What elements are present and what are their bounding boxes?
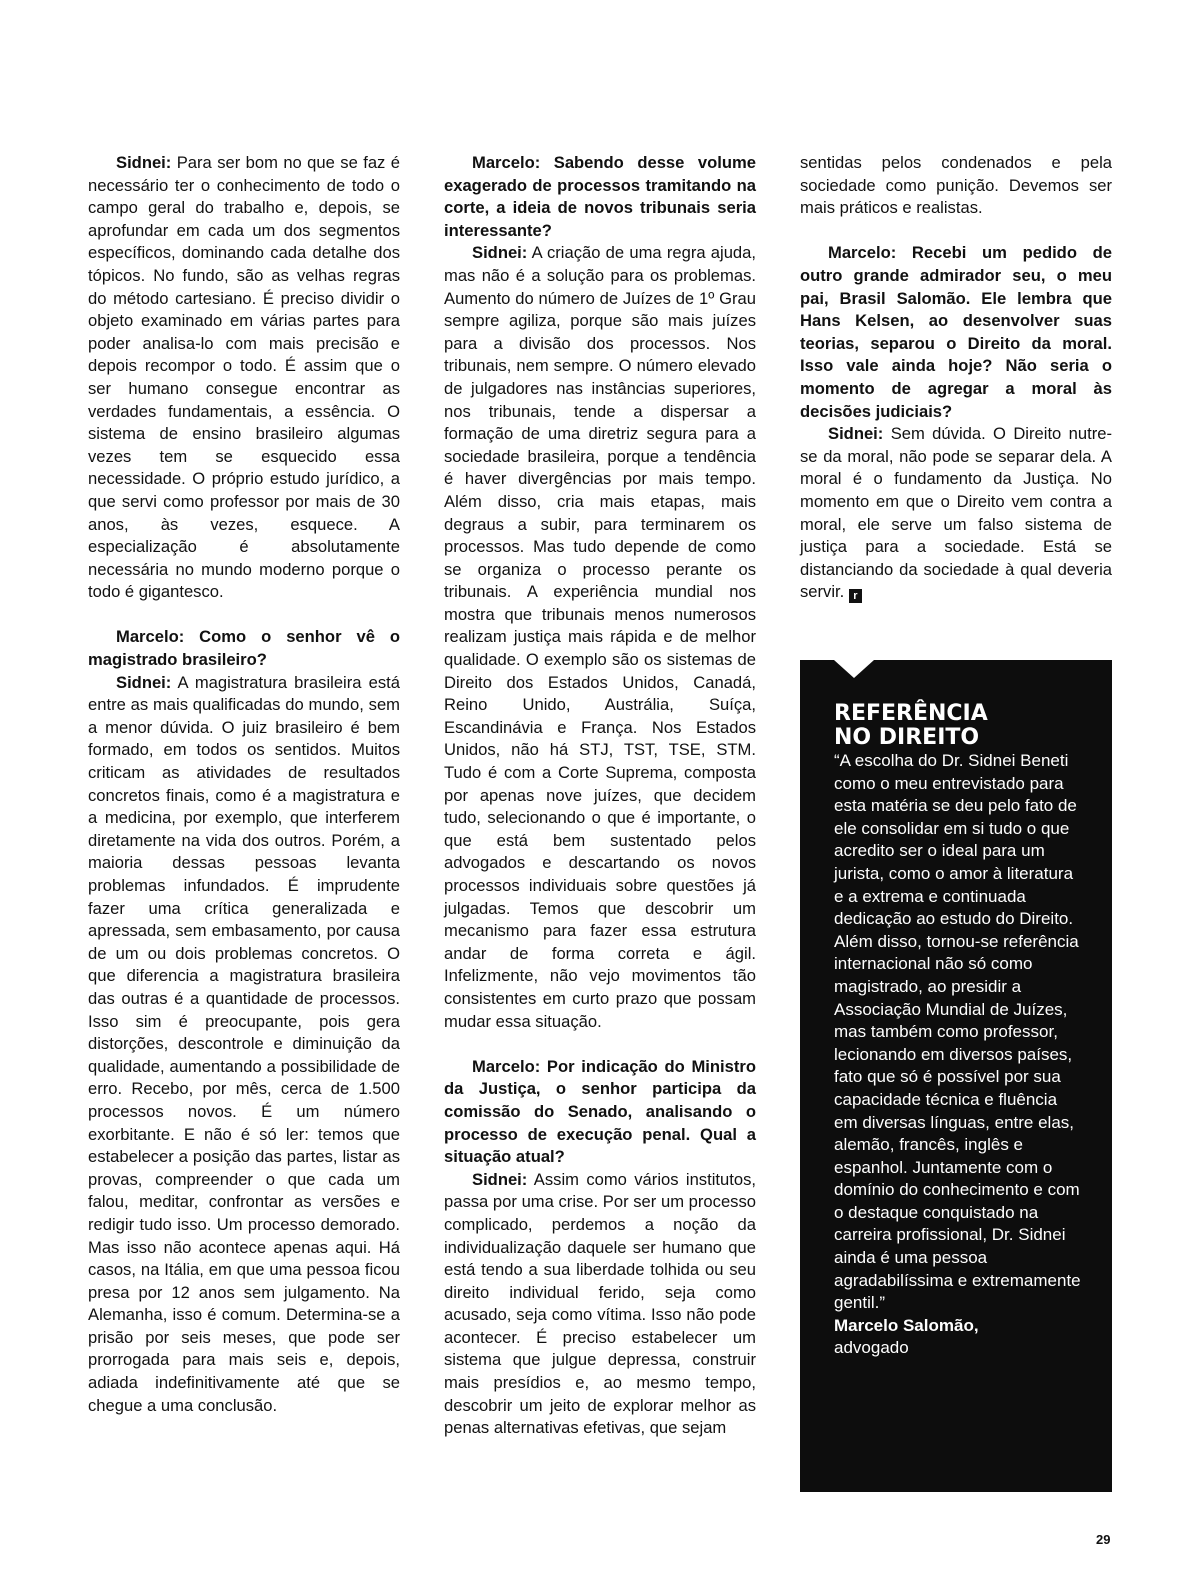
speaker-label: Sidnei: [116, 672, 172, 692]
answer-paragraph [88, 152, 400, 604]
answer-paragraph [444, 242, 756, 1033]
answer-paragraph [88, 672, 400, 1418]
notch-decoration [834, 660, 874, 678]
answer-paragraph [444, 1169, 756, 1440]
sidebar-quote: “A escolha do Dr. Sidnei Beneti como o meu entrevistado para esta matéria se deu pelo fato de ele consolidar em si tudo o que acredito ser o ideal para um jurista, como o amor à literatura e a extrema e continuada dedicação ao estudo do Direito. Além disso, tornou-se referência internacional não só como magistrado, ao presidir a Associação Mundial de Juízes, mas também como professor, lecionando em diversos países, fato que só é possível por sua capacidade técnica e fluência em diversas línguas, entre elas, alemão, francês, inglês e espanhol. Juntamente com o domínio do conhecimento e com o destaque conquistado na carreira profissional, Dr. Sidnei ainda é uma pessoa agradabilíssima e extremamente gentil.” [834, 751, 1081, 1313]
speaker-label: Sidnei: [472, 1169, 528, 1189]
text-column-1 [88, 152, 400, 1417]
text-column-2 [444, 152, 756, 1440]
speaker-label: Sidnei: [116, 153, 172, 172]
answer-paragraph [800, 423, 1112, 604]
answer-text: Sem dúvida. O Direito nutre-se da moral, não pode se separar dela. A moral é o fundamento da Justiça. No momento em que o Direito vem contra a moral, ele serve um falso sistema de justiça para a sociedade. Está se distanciando da sociedade à qual deveria servir. [800, 424, 1112, 602]
answer-text: Assim como vários institutos, passa por uma crise. Por ser um processo complicado, perdemos a noção da individualização daquele ser humano que está tendo a sua liberdade tolhida ou seu direito individual ferido, seja como acusado, seja como vítima. Isso não pode acontecer. É preciso estabelecer um sistema que julgue depressa, construir mais presídios e, ao mesmo tempo, descobrir um jeito de explorar melhor as penas alternativas efetivas, que sejam [444, 1169, 756, 1438]
answer-text: A criação de uma regra ajuda, mas não é a solução para os problemas. Aumento do número de Juízes de 1º Grau sempre agiliza, porque são mais juízes para a divisão dos processos. Nos tribunais, nem sempre. O número elevado de julgadores nas instâncias superiores, nos tribunais, tende a dispersar a formação de uma diretriz segura para a sociedade brasileira, porque a tendência é haver divergências por mais tempo. Além disso, cria mais etapas, mais degraus a subir, para terminarem os processos. Mas tudo depende de como se organiza o processo perante os tribunais. A experiência mundial nos mostra que tribunais menos numerosos realizam justiça mais rápida e de melhor qualidade. O exemplo são os sistemas de Direito dos Estados Unidos, Canadá, Reino Unido, Austrália, Suíça, Escandinávia e França. Nos Estados Unidos, não há STJ, TST, TSE, STM. Tudo é com a Corte Suprema, composta por apenas nove juízes, que decidem tudo, selecionando o que é importante, o que está bem sustentado pelos advogados e descartando os novos processos individuais sobre questões já julgadas. Temos que descobrir um mecanismo para fazer essa estrutura andar de forma correta e ágil. Infelizmente, não vejo movimentos tão consistentes em curto prazo que possam mudar essa situação. [444, 243, 756, 1031]
answer-text: Para ser bom no que se faz é necessário ter o conhecimento de todo o campo geral do trabalho e, depois, se aprofundar em cada um dos segmentos específicos, dominando cada detalhe dos tópicos. No fundo, são as velhas regras do método cartesiano. É preciso dividir o objeto examinado em várias partes para poder analisa-lo com mais precisão e depois recompor o todo. É assim que o ser humano consegue encontrar as verdades fundamentais, a essência. O sistema de ensino brasileiro algumas vezes tem se esquecido essa necessidade. O próprio estudo jurídico, a que servi como professor por mais de 30 anos, às vezes, esquece. A especialização é absolutamente necessária no mundo moderno porque o todo é gigantesco. [88, 153, 400, 602]
interview-question: Marcelo: Sabendo desse volume exagerado de processos tramitando na corte, a ideia de novos tribunais seria interessante? [444, 153, 756, 240]
continued-text: sentidas pelos condenados e pela sociedade como punição. Devemos ser mais práticos e realistas. [800, 153, 1112, 218]
interview-question: Marcelo: Como o senhor vê o magistrado brasileiro? [88, 627, 400, 670]
end-of-article-mark: r [849, 589, 862, 603]
interview-question: Marcelo: Recebi um pedido de outro grande admirador seu, o meu pai, Brasil Salomão. Ele lembra que Hans Kelsen, ao desenvolver suas teorias, separou o Direito da moral. Isso vale ainda hoje? Não seria o momento de agregar a moral às decisões judiciais? [800, 243, 1112, 421]
text-column-3 [800, 152, 1112, 604]
answer-text: A magistratura brasileira está entre as mais qualificadas do mundo, sem a menor dúvida. O juiz brasileiro é bem formado, em todos os sentidos. Muitos criticam as atividades de resultados concretos finais, como é a magistratura e a medicina, por exemplo, que interferem diretamente na vida dos outros. Porém, a maioria dessas pessoas levanta problemas infundados. É imprudente fazer uma crítica generalizada e apressada, sem embasamento, por causa de um ou dois problemas concretos. O que diferencia a magistratura brasileira das outras é a quantidade de processos. Isso sim é preocupante, pois gera distorções, descontrole e diminuição da qualidade, aumentando a possibilidade de erro. Recebo, por mês, cerca de 1.500 processos novos. É um número exorbitante. E não é só ler: temos que estabelecer a posição das partes, listar as provas, compreender o que cada um falou, meditar, confrontar as versões e redigir tudo isso. Um processo demorado. Mas isso não acontece apenas aqui. Há casos, na Itália, em que uma pessoa ficou presa por 12 anos sem julgamento. Na Alemanha, isso é comum. Determina-se a prisão por seis meses, que pode ser prorrogada para mais seis e, depois, adiada indefinitivamente até que se chegue a uma conclusão. [88, 672, 400, 1415]
sidebar-box [800, 660, 1112, 1492]
sidebar-author: Marcelo Salomão, [834, 1315, 979, 1335]
sidebar-title-line1: REFERÊNCIA [834, 701, 988, 726]
interview-question: Marcelo: Por indicação do Ministro da Justiça, o senhor participa da comissão do Senado, analisando o processo de execução penal. Qual a situação atual? [444, 1056, 756, 1167]
page-number: 29 [1096, 1532, 1111, 1547]
sidebar-author-role: advogado [834, 1338, 909, 1358]
speaker-label: Sidnei: [472, 243, 528, 263]
speaker-label: Sidnei: [828, 424, 884, 444]
sidebar-title-line2: NO DIREITO [834, 725, 980, 750]
